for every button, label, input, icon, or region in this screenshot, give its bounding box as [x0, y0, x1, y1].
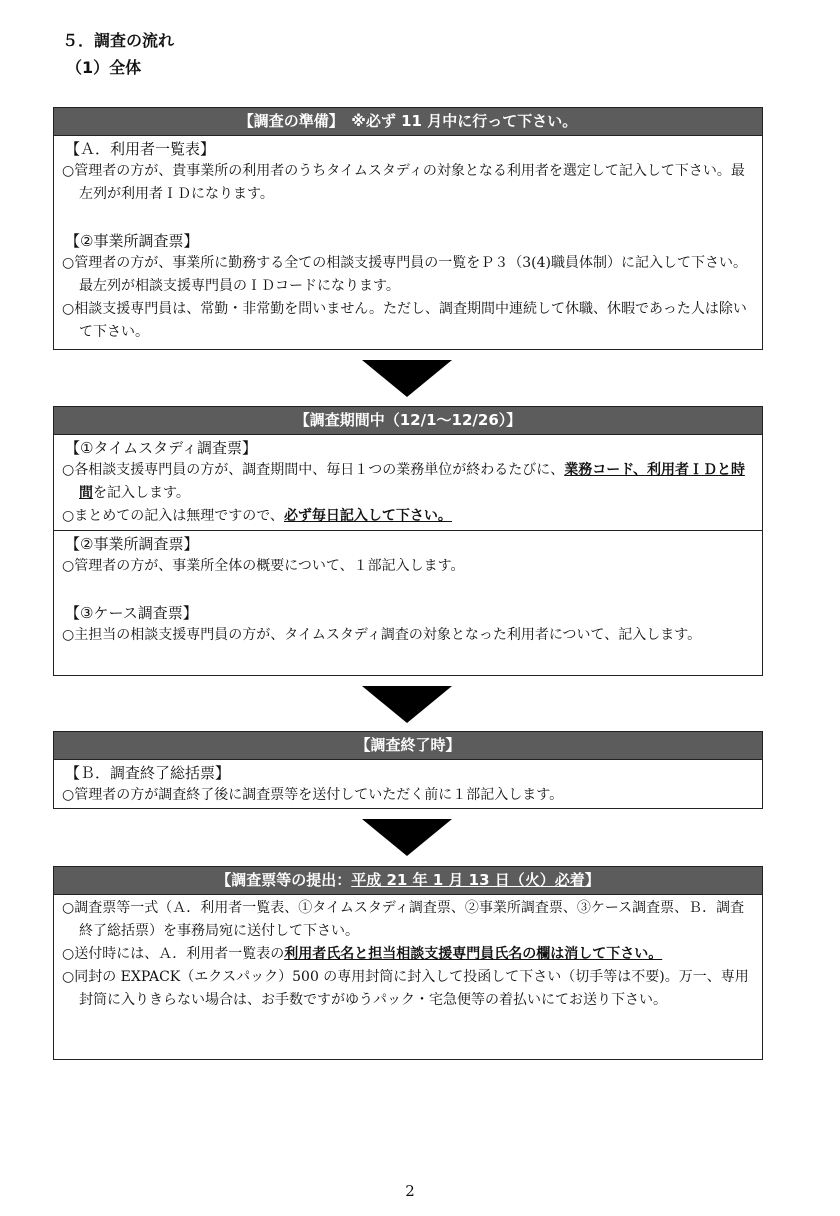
- staff-condition-note: ○相談支援専門員は、常勤・非常勤を問いません。ただし、調査期間中連続して休職、休暇であった人は除いて下さい。: [62, 301, 747, 340]
- preparation-section: [54, 136, 762, 346]
- emphasis-text: 業務コード、利用者ＩＤと時間: [79, 462, 745, 501]
- survey-period-header: 【調査期間中（12/1～12/26）】: [54, 407, 762, 435]
- down-arrow-icon: [362, 360, 452, 397]
- mailing-instruction: ○同封の EXPACK（エクスパック）500 の専用封筒に封入して投函して下さい（切手等は不要)。万一、専用封筒に入りきらない場合は、お手数ですがゆうパック・宅急便等の着払いにてお送り下さい。: [62, 969, 749, 1008]
- survey-period-box: [53, 406, 763, 676]
- time-study-label: 【①タイムスタディ調査票】: [65, 439, 257, 457]
- emphasis-text: 必ず毎日記入して下さい。: [283, 508, 452, 524]
- deadline-text: 平成 21 年 1 月 13 日（火）必着: [351, 871, 585, 889]
- time-study-instruction: ○各相談支援専門員の方が、調査期間中、毎日１つの業務単位が終わるたびに、業務コード、利用者ＩＤと時間を記入します。: [62, 462, 745, 501]
- redaction-instruction: ○送付時には、Ａ．利用者一覧表の利用者氏名と担当相談支援専門員氏名の欄は消して下さい。: [62, 946, 663, 962]
- daily-entry-note: ○まとめての記入は無理ですので、必ず毎日記入して下さい。: [62, 508, 452, 524]
- summary-form-instruction: ○管理者の方が調査終了後に調査票等を送付していただく前に１部記入します。: [62, 787, 564, 803]
- preparation-header: 【調査の準備】 ※必ず 11 月中に行って下さい。: [54, 108, 762, 136]
- time-study-section: [54, 435, 762, 530]
- subsection-title: （1）全体: [66, 58, 142, 77]
- submission-instruction: ○調査票等一式（Ａ．利用者一覧表、①タイムスタディ調査票、②事業所調査票、③ケース調査票、Ｂ．調査終了総括票）を事務局宛に送付して下さい。: [62, 900, 745, 939]
- down-arrow-icon: [362, 686, 452, 723]
- office-survey-label: 【②事業所調査票】: [65, 535, 199, 553]
- preparation-box: [53, 107, 763, 350]
- office-case-section: [54, 530, 762, 649]
- summary-section: [54, 760, 762, 809]
- down-arrow-icon: [362, 819, 452, 856]
- office-survey-instruction: ○管理者の方が、事業所全体の概要について、１部記入します。: [62, 558, 465, 574]
- office-survey-label: 【②事業所調査票】: [65, 232, 199, 250]
- office-survey-instruction: ○管理者の方が、事業所に勤務する全ての相談支援専門員の一覧をＰ３（3(4)職員体制）に記入して下さい。最左列が相談支援専門員のＩＤコードになります。: [62, 255, 747, 294]
- user-list-instruction: ○管理者の方が、貴事業所の利用者のうちタイムスタディの対象となる利用者を選定して記入して下さい。最左列が利用者ＩＤになります。: [62, 163, 745, 202]
- case-survey-instruction: ○主担当の相談支援専門員の方が、タイムスタディ調査の対象となった利用者について、記入します。: [62, 627, 702, 643]
- summary-form-label: 【Ｂ．調査終了総括票】: [65, 764, 231, 782]
- survey-end-box: [53, 731, 763, 809]
- emphasis-text: 利用者氏名と担当相談支援専門員氏名の欄は消して下さい。: [284, 946, 663, 962]
- page-number: 2: [405, 1182, 415, 1200]
- survey-end-header: 【調査終了時】: [54, 732, 762, 760]
- case-survey-label: 【③ケース調査票】: [65, 604, 198, 622]
- submission-header: 【調査票等の提出：平成 21 年 1 月 13 日（火）必着】: [54, 867, 762, 895]
- user-list-label: 【Ａ．利用者一覧表】: [65, 140, 216, 158]
- submission-box: [53, 866, 763, 1060]
- submission-section: [54, 895, 762, 1014]
- section-title: ５．調査の流れ: [62, 31, 175, 50]
